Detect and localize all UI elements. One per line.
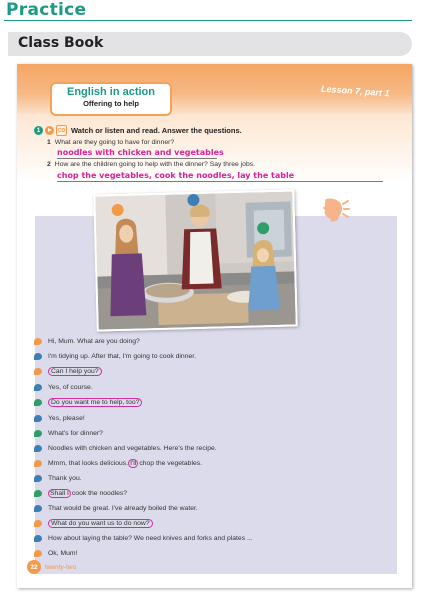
speaker-blue-icon <box>34 353 42 360</box>
dialogue-line <box>34 458 202 469</box>
highlighted-phrase: Do you want me to help, too? <box>48 398 142 407</box>
line-text: How about laying the table? We need knives and forks and plates ... <box>48 535 253 542</box>
speaker-green-icon <box>34 430 42 437</box>
question-text: What are they going to have for dinner? <box>54 139 175 146</box>
practice-heading: Practice <box>6 0 87 20</box>
question-2 <box>47 161 255 168</box>
dialogue-line <box>34 351 196 362</box>
line-text: Yes, of course. <box>48 384 93 391</box>
line-text: Ok, Mum! <box>48 550 78 557</box>
dialogue-line <box>34 366 102 377</box>
class-book-bar <box>8 32 412 56</box>
line-text: chop the vegetables. <box>139 460 203 467</box>
line-text: What's for dinner? <box>48 430 103 437</box>
line-text: I'm tidying up. After that, I'm going to cook dinner. <box>48 353 197 360</box>
dialogue-line <box>34 488 127 499</box>
answer-line <box>57 158 217 159</box>
question-1 <box>47 139 174 146</box>
dialogue-line <box>34 503 198 514</box>
line-text: Yes, please! <box>48 415 85 422</box>
dialogue-line <box>34 336 140 347</box>
section-subtitle: Offering to help <box>83 99 139 108</box>
line-text: Mmm, that looks delicious. <box>48 460 129 467</box>
class-book-label: Class Book <box>18 35 104 51</box>
dialogue-line <box>34 473 82 484</box>
speaker-blue-icon <box>34 445 42 452</box>
speaker-orange-icon <box>34 368 42 375</box>
question-text: How are the children going to help with the dinner? Say three jobs. <box>54 161 256 168</box>
dialogue-line <box>34 397 142 408</box>
english-in-action-box <box>50 82 172 116</box>
instruction-text: Watch or listen and read. Answer the questions. <box>71 126 242 135</box>
line-text: That would be great. I've already boiled the water. <box>48 505 198 512</box>
dialogue-line <box>34 443 217 454</box>
line-text: Thank you. <box>48 475 82 482</box>
speaker-blue-icon <box>34 415 42 422</box>
family-cooking-image <box>95 191 295 329</box>
dialogue-line <box>34 548 77 559</box>
answer-2: chop the vegetables, cook the noodles, lay the table <box>57 171 295 180</box>
heading-divider <box>4 20 412 21</box>
highlighted-phrase: Can I help you? <box>48 367 102 376</box>
speaker-orange-icon <box>34 550 42 557</box>
answer-1: noodles with chicken and vegetables <box>57 148 224 157</box>
dialogue-line <box>34 413 85 424</box>
question-number: 2 <box>47 161 51 168</box>
exercise-instruction <box>34 125 242 136</box>
kitchen-photo <box>93 189 298 331</box>
speaker-orange-icon <box>34 460 42 467</box>
lesson-tag: Lesson 7, part 1 <box>321 83 391 99</box>
line-text: Noodles with chicken and vegetables. Here's the recipe. <box>48 445 217 452</box>
highlighted-phrase: What do you want us to do now? <box>48 519 153 528</box>
speaker-orange-icon <box>34 520 42 527</box>
exercise-number: 1 <box>34 126 43 135</box>
speaker-blue-icon <box>34 384 42 391</box>
page-footer <box>27 560 76 574</box>
speaking-head-icon <box>320 195 350 225</box>
page-number-words: twenty-two <box>45 563 77 571</box>
play-icon[interactable] <box>45 126 54 135</box>
audio-track-icon[interactable]: CD <box>56 125 67 136</box>
dialogue-line <box>34 382 93 393</box>
dialogue-line <box>34 428 103 439</box>
speaker-green-icon <box>34 490 42 497</box>
speaker-blue-icon <box>34 505 42 512</box>
speaker-blue-icon <box>34 535 42 542</box>
highlighted-phrase: Shall I <box>50 490 69 497</box>
speaker-blue-icon <box>34 475 42 482</box>
question-number: 1 <box>47 139 51 146</box>
dialogue-line <box>34 518 153 529</box>
page-number: 22 <box>27 560 41 574</box>
book-page <box>17 64 412 588</box>
speaker-orange-icon <box>34 338 42 345</box>
speaker-green-icon <box>34 399 42 406</box>
section-title: English in action <box>66 86 155 98</box>
line-text: Hi, Mum. What are you doing? <box>48 338 140 345</box>
highlighted-phrase: I'll <box>130 460 137 467</box>
line-text: cook the noodles? <box>71 490 128 497</box>
answer-line <box>57 181 383 182</box>
dialogue-line <box>34 533 253 544</box>
